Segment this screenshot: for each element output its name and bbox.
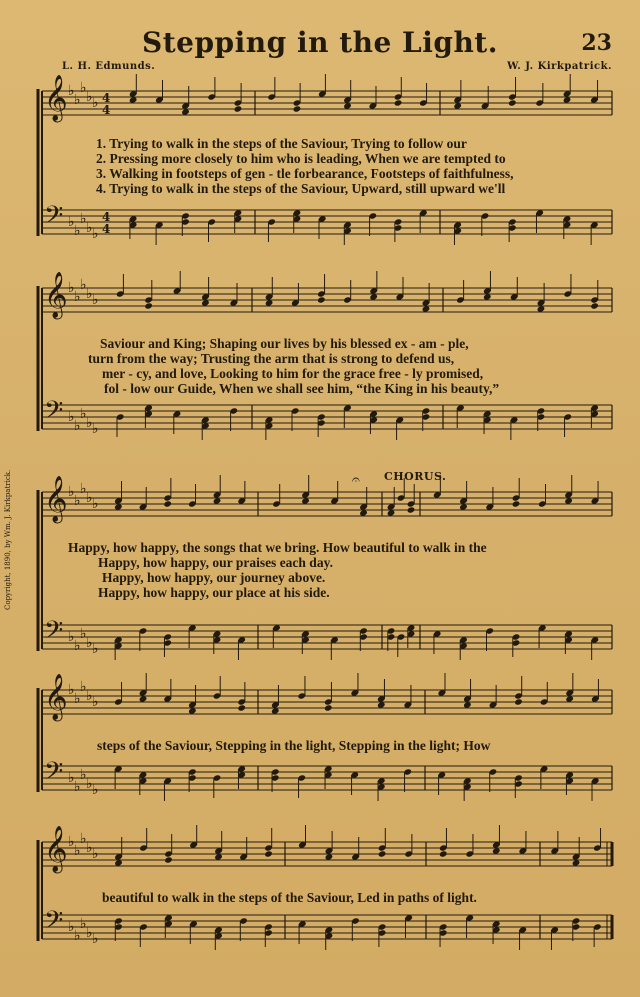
- flat-icon: ♭: [74, 928, 81, 944]
- treble-clef-icon: 𝄞: [44, 75, 68, 121]
- flat-icon: ♭: [92, 846, 99, 862]
- flat-icon: ♭: [68, 682, 75, 698]
- time-signature-top: 4: [102, 210, 111, 224]
- flat-icon: ♭: [86, 220, 93, 236]
- note-head: [439, 850, 448, 857]
- treble-clef-icon: 𝄞: [44, 476, 68, 522]
- bass-clef-icon: 𝄢: [44, 757, 64, 792]
- flat-icon: ♭: [80, 277, 87, 293]
- note-head: [514, 698, 523, 705]
- bass-clef-icon: 𝄢: [44, 616, 64, 651]
- flat-icon: ♭: [86, 286, 93, 302]
- flat-icon: ♭: [80, 80, 87, 96]
- flat-icon: ♭: [74, 779, 81, 795]
- flat-icon: ♭: [74, 289, 81, 305]
- verse-4-line-2: fol - low our Guide, When we shall see him, “the King in his beauty,”: [104, 381, 500, 396]
- flat-icon: ♭: [92, 421, 99, 437]
- note-head: [512, 500, 521, 507]
- composer-credit: W. J. Kirkpatrick.: [507, 61, 612, 72]
- flat-icon: ♭: [80, 679, 87, 695]
- verse-4-line-1: 4. Trying to walk in the steps of the Saviour, Upward, still upward we'll: [96, 181, 506, 196]
- note-head: [378, 850, 387, 857]
- flat-icon: ♭: [80, 481, 87, 497]
- flat-icon: ♭: [68, 484, 75, 500]
- verse-1-line-1: 1. Trying to walk in the steps of the Saviour, Trying to follow our: [96, 136, 467, 151]
- note-head: [264, 850, 273, 857]
- flat-icon: ♭: [74, 638, 81, 654]
- chorus-line-4: Happy, how happy, our place at his side.: [98, 585, 330, 600]
- flat-icon: ♭: [86, 688, 93, 704]
- chorus-line-1: Happy, how happy, the songs that we bring. How beautiful to walk in the: [68, 540, 487, 555]
- hymn-title: Stepping in the Light.: [142, 26, 498, 59]
- flat-icon: ♭: [68, 409, 75, 425]
- chorus-line-6: beautiful to walk in the steps of the Saviour, Led in paths of light.: [102, 890, 477, 905]
- flat-icon: ♭: [86, 840, 93, 856]
- flat-icon: ♭: [80, 831, 87, 847]
- verse-1-line-2: Saviour and King; Shaping our lives by his blessed ex - am - ple,: [100, 336, 469, 351]
- flat-icon: ♭: [86, 415, 93, 431]
- flat-icon: ♭: [68, 770, 75, 786]
- flat-icon: ♭: [92, 641, 99, 657]
- note-head: [237, 704, 246, 711]
- flat-icon: ♭: [80, 767, 87, 783]
- flat-icon: ♭: [86, 925, 93, 941]
- treble-clef-icon: 𝄞: [44, 674, 68, 720]
- flat-icon: ♭: [86, 776, 93, 792]
- flat-icon: ♭: [80, 406, 87, 422]
- chorus-line-5: steps of the Saviour, Stepping in the light, Stepping in the light; How: [97, 738, 491, 753]
- note-head: [508, 99, 517, 106]
- bass-clef-icon: 𝄢: [44, 906, 64, 941]
- flat-icon: ♭: [68, 280, 75, 296]
- flat-icon: ♭: [92, 496, 99, 512]
- flat-icon: ♭: [68, 834, 75, 850]
- flat-icon: ♭: [68, 214, 75, 230]
- fermata-icon: 𝄐: [352, 472, 360, 488]
- note-head: [164, 856, 173, 863]
- flat-icon: ♭: [80, 916, 87, 932]
- chorus-line-3: Happy, how happy, our journey above.: [102, 570, 326, 585]
- flat-icon: ♭: [68, 83, 75, 99]
- flat-icon: ♭: [92, 226, 99, 242]
- note-head: [317, 296, 326, 303]
- note-head: [590, 302, 599, 309]
- verse-3-line-1: 3. Walking in footsteps of gen - tle forbearance, Footsteps of faithfulness,: [96, 166, 514, 181]
- flat-icon: ♭: [74, 493, 81, 509]
- time-signature-top: 4: [102, 91, 111, 105]
- note-head: [144, 302, 153, 309]
- bass-clef-icon: 𝄢: [44, 396, 64, 431]
- verse-3-line-2: mer - cy, and love, Looking to him for the grace free - ly promised,: [102, 366, 484, 381]
- time-signature-bottom: 4: [102, 103, 111, 117]
- flat-icon: ♭: [68, 919, 75, 935]
- note-head: [234, 105, 243, 112]
- bass-clef-icon: 𝄢: [44, 201, 64, 236]
- copyright-notice: Copyright, 1890, by Wm. J. Kirkpatrick.: [4, 469, 12, 610]
- chorus-label: CHORUS.: [384, 470, 447, 483]
- flat-icon: ♭: [86, 89, 93, 105]
- flat-icon: ♭: [80, 626, 87, 642]
- flat-icon: ♭: [80, 211, 87, 227]
- flat-icon: ♭: [74, 691, 81, 707]
- chorus-line-2: Happy, how happy, our praises each day.: [98, 555, 333, 570]
- flat-icon: ♭: [92, 292, 99, 308]
- verse-2-line-2: turn from the way; Trusting the arm that is strong to defend us,: [88, 351, 455, 366]
- note-head: [394, 99, 403, 106]
- page-number: 23: [581, 30, 612, 56]
- flat-icon: ♭: [86, 635, 93, 651]
- flat-icon: ♭: [92, 694, 99, 710]
- note-head: [293, 105, 302, 112]
- flat-icon: ♭: [68, 629, 75, 645]
- flat-icon: ♭: [74, 92, 81, 108]
- treble-clef-icon: 𝄞: [44, 826, 68, 872]
- flat-icon: ♭: [74, 843, 81, 859]
- treble-clef-icon: 𝄞: [44, 272, 68, 318]
- flat-icon: ♭: [92, 782, 99, 798]
- note-head: [324, 704, 333, 711]
- flat-icon: ♭: [92, 95, 99, 111]
- flat-icon: ♭: [74, 418, 81, 434]
- note-head: [407, 506, 416, 513]
- verse-2-line-1: 2. Pressing more closely to him who is leading, When we are tempted to: [96, 151, 506, 166]
- time-signature-bottom: 4: [102, 222, 111, 236]
- lyricist-credit: L. H. Edmunds.: [62, 61, 156, 72]
- flat-icon: ♭: [86, 490, 93, 506]
- note-head: [163, 500, 172, 507]
- flat-icon: ♭: [92, 931, 99, 947]
- flat-icon: ♭: [74, 223, 81, 239]
